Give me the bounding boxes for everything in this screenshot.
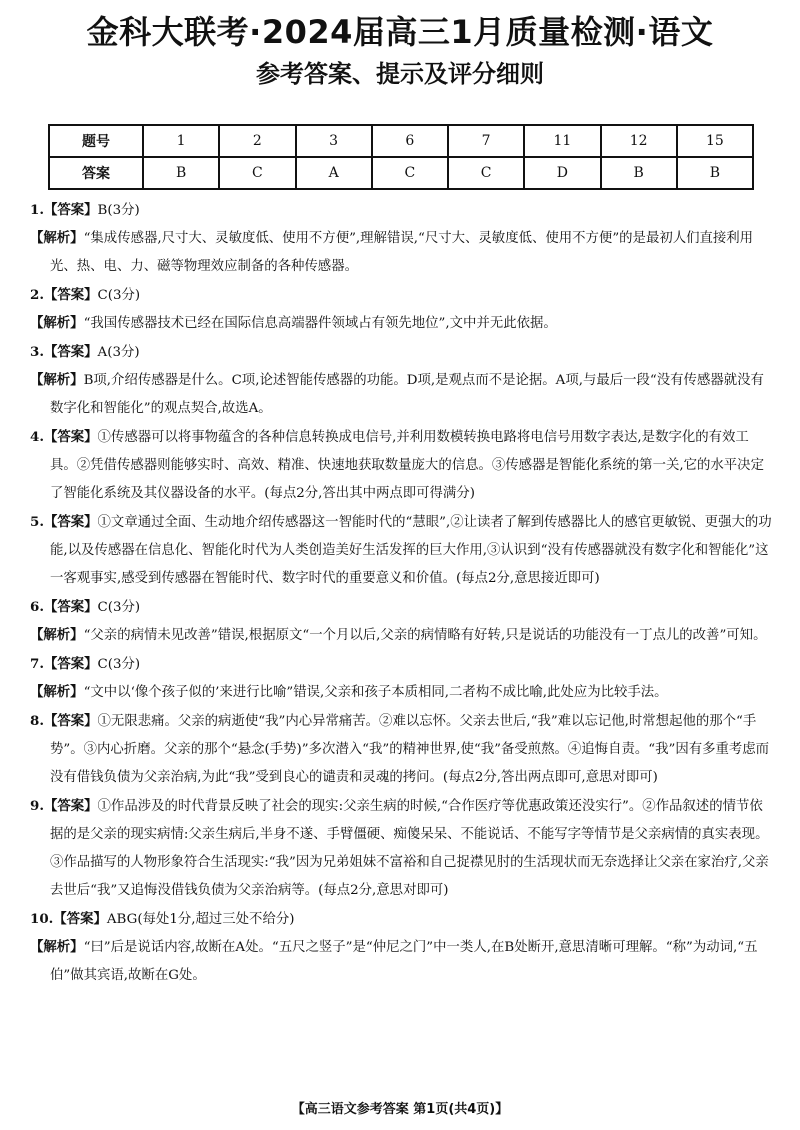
question-number: 7. <box>30 656 44 672</box>
answer-text: ABG(每处1分,超过三处不给分) <box>106 912 295 927</box>
page-title: 金科大联考·2024届高三1月质量检测·语文 <box>86 13 714 51</box>
question-number: 6. <box>30 599 44 615</box>
answer-text: C(3分) <box>97 657 141 672</box>
analysis-tag: 【解析】 <box>30 231 84 246</box>
question-3-analysis <box>30 367 774 423</box>
question-7-answer <box>30 650 774 679</box>
table-cell: 11 <box>524 125 600 157</box>
question-10-answer <box>30 905 774 934</box>
analysis-text: “我国传感器技术已经在国际信息高端器件领域占有领先地位”,文中并无此依据。 <box>83 316 557 331</box>
question-number: 2. <box>30 287 44 303</box>
answer-text: ①作品涉及的时代背景反映了社会的现实:父亲生病的时候,“合作医疗等优惠政策还没实行”。②作品叙述的情节依据的是父亲的现实病情:父亲生病后,半身不遂、手臂僵硬、痴傻呆呆、不能说话、不能写字等情节是父亲病情的真实表现。③作品描写的人物形象符合生活现实:“我”因为兄弟姐妹不富裕和自己捉襟见肘的生活现状而无奈选择让父亲在家治疗,父亲去世后“我”又追悔没借钱负债为父亲治病等。(每点2分,意思对即可) <box>50 799 769 898</box>
question-number: 4. <box>30 429 44 445</box>
table-cell: B <box>677 157 753 189</box>
question-number: 5. <box>30 514 44 530</box>
question-number: 3. <box>30 344 44 360</box>
answer-tag: 【答案】 <box>43 600 98 615</box>
table-cell: 7 <box>448 125 524 157</box>
question-number: 10. <box>30 911 54 927</box>
answer-tag: 【答案】 <box>43 288 98 303</box>
table-cell: 1 <box>143 125 219 157</box>
analysis-text: “曰”后是说话内容,故断在A处。“五尺之竖子”是“仲尼之门”中一类人,在B处断开,意思清晰可理解。“称”为动词,“五伯”做其宾语,故断在G处。 <box>50 940 758 983</box>
question-6-answer <box>30 593 774 622</box>
question-number: 8. <box>30 713 44 729</box>
table-cell: 2 <box>219 125 295 157</box>
analysis-text: “文中以‘像个孩子似的’来进行比喻”错误,父亲和孩子本质相同,二者构不成比喻,此处应为比较手法。 <box>83 685 668 700</box>
question-number: 1. <box>30 202 44 218</box>
answer-tag: 【答案】 <box>43 430 98 445</box>
answer-text: C(3分) <box>97 288 141 303</box>
question-4-answer <box>30 423 774 508</box>
analysis-tag: 【解析】 <box>30 628 84 643</box>
answer-tag: 【答案】 <box>43 714 98 729</box>
answer-tag: 【答案】 <box>43 657 98 672</box>
answer-text: B(3分) <box>97 203 140 218</box>
answer-text: ①传感器可以将事物蕴含的各种信息转换成电信号,并利用数模转换电路将电信号用数字表达,是数字化的有效工具。②凭借传感器则能够实时、高效、精准、快速地获取数量庞大的信息。③传感器是智能化系统的第一关,它的水平决定了智能化系统及其仪器设备的水平。(每点2分,答出其中两点即可得满分) <box>50 430 764 501</box>
page-subtitle: 参考答案、提示及评分细则 <box>256 60 544 88</box>
answer-tag: 【答案】 <box>43 799 98 814</box>
table-cell: 15 <box>677 125 753 157</box>
analysis-text: “集成传感器,尺寸大、灵敏度低、使用不方便”,理解错误,“尺寸大、灵敏度低、使用不方便”的是最初人们直接利用光、热、电、力、磁等物理效应制备的各种传感器。 <box>50 231 754 274</box>
answer-explanations <box>30 196 774 990</box>
table-cell: A <box>296 157 372 189</box>
answer-text: ①无限悲痛。父亲的病逝使“我”内心异常痛苦。②难以忘怀。父亲去世后,“我”难以忘记他,时常想起他的那个“手势”。③内心折磨。父亲的那个“悬念(手势)”多次潜入“我”的精神世界,使“我”备受煎熬。④追悔自责。“我”因有多重考虑而没有借钱负债为父亲治病,为此“我”受到良心的谴责和灵魂的拷问。(每点2分,答出两点即可,意思对即可) <box>50 714 770 785</box>
table-cell: 12 <box>601 125 677 157</box>
table-cell: D <box>524 157 600 189</box>
analysis-tag: 【解析】 <box>30 316 84 331</box>
question-3-answer <box>30 338 774 367</box>
question-9-answer <box>30 792 774 905</box>
answer-text: A(3分) <box>97 345 140 360</box>
table-cell: C <box>219 157 295 189</box>
question-2-answer <box>30 281 774 310</box>
analysis-tag: 【解析】 <box>30 373 84 388</box>
question-1-answer <box>30 196 774 225</box>
question-8-answer <box>30 707 774 792</box>
table-cell: 3 <box>296 125 372 157</box>
answer-text: ①文章通过全面、生动地介绍传感器这一智能时代的“慧眼”,②让读者了解到传感器比人的感官更敏锐、更强大的功能,以及传感器在信息化、智能化时代为人类创造美好生活发挥的巨大作用,③认识到“没有传感器就没有数字化和智能化”这一客观事实,感受到传感器在智能时代、数字时代的重要意义和价值。(每点2分,意思接近即可) <box>50 515 772 586</box>
question-5-answer <box>30 508 774 593</box>
analysis-text: B项,介绍传感器是什么。C项,论述智能传感器的功能。D项,是观点而不是论据。A项,与最后一段“没有传感器就没有数字化和智能化”的观点契合,故选A。 <box>50 373 764 416</box>
analysis-tag: 【解析】 <box>30 685 84 700</box>
table-row-numbers <box>49 125 753 157</box>
question-2-analysis <box>30 310 774 338</box>
answer-tag: 【答案】 <box>43 345 98 360</box>
analysis-tag: 【解析】 <box>30 940 84 955</box>
table-cell: 6 <box>372 125 448 157</box>
table-cell: B <box>601 157 677 189</box>
row-label-numbers: 题号 <box>49 125 143 157</box>
question-number: 9. <box>30 798 44 814</box>
table-cell: B <box>143 157 219 189</box>
answer-tag: 【答案】 <box>43 515 98 530</box>
answer-tag: 【答案】 <box>53 912 107 927</box>
table-cell: C <box>448 157 524 189</box>
page-footer: 【高三语文参考答案 第1页(共4页)】 <box>291 1102 509 1117</box>
table-row-answers <box>49 157 753 189</box>
answer-table <box>48 124 754 190</box>
question-1-analysis <box>30 225 774 281</box>
question-6-analysis <box>30 622 774 650</box>
answer-text: C(3分) <box>97 600 141 615</box>
table-cell: C <box>372 157 448 189</box>
question-10-analysis <box>30 934 774 990</box>
analysis-text: “父亲的病情未见改善”错误,根据原文“一个月以后,父亲的病情略有好转,只是说话的功能没有一丁点儿的改善”可知。 <box>83 628 767 643</box>
answer-tag: 【答案】 <box>43 203 98 218</box>
question-7-analysis <box>30 679 774 707</box>
row-label-answers: 答案 <box>49 157 143 189</box>
